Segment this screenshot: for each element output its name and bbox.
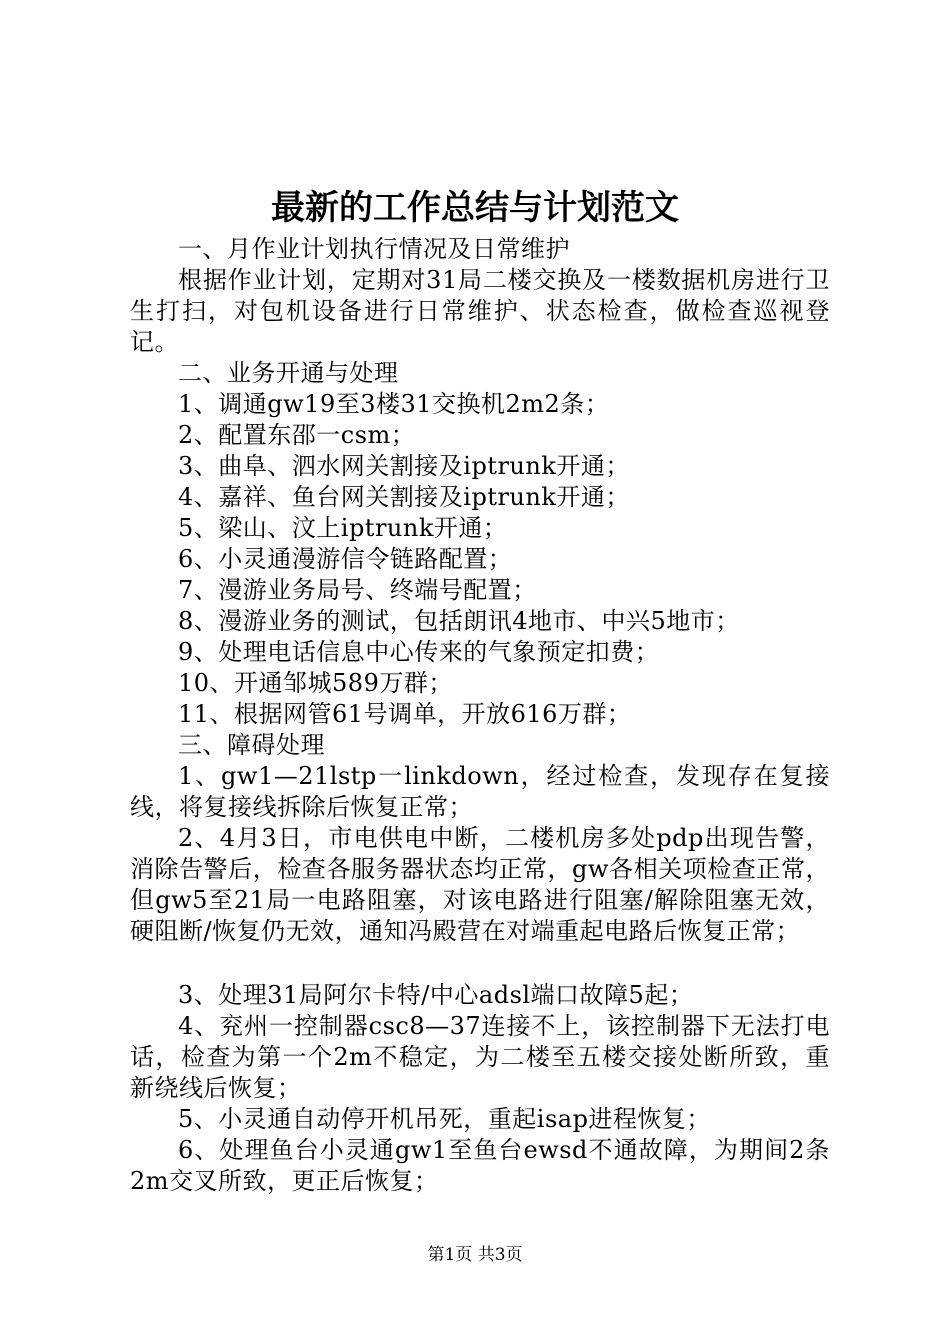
list-item: 6、小灵通漫游信令链路配置； <box>178 545 513 573</box>
list-item: 5、小灵通自动停开机吊死，重起isap进程恢复； <box>178 1105 711 1133</box>
section-heading: 一、月作业计划执行情况及日常维护 <box>178 235 570 263</box>
list-item: 10、开通邹城589万群； <box>178 669 453 697</box>
document-body <box>130 234 830 1197</box>
section-heading: 二、业务开通与处理 <box>178 359 399 387</box>
section-heading: 三、障碍处理 <box>178 731 325 759</box>
list-item: 1、gw1—21lstp一linkdown，经过检查，发现存在复接线，将复接线拆除后恢复正常； <box>130 762 830 821</box>
list-item: 6、处理鱼台小灵通gw1至鱼台ewsd不通故障，为期间2条2m交叉所致，更正后恢复； <box>130 1136 830 1195</box>
list-item: 4、兖州一控制器csc8—37连接不上，该控制器下无法打电话，检查为第一个2m不稳定，为二楼至五楼交接处断所致，重新绕线后恢复； <box>130 1012 830 1102</box>
list-item: 8、漫游业务的测试，包括朗讯4地市、中兴5地市； <box>178 607 740 635</box>
list-item: 5、梁山、汶上iptrunk开通； <box>178 514 508 542</box>
list-item: 2、4月3日，市电供电中断，二楼机房多处pdp出现告警，消除告警后，检查各服务器状态均正常，gw各相关项检查正常，但gw5至21局一电路阻塞，对该电路进行阻塞/解除阻塞无效，硬阻断/恢复仍无效，通知冯殿营在对端重起电路后恢复正常； <box>130 824 830 945</box>
document-title: 最新的工作总结与计划范文 <box>271 188 679 228</box>
list-item: 2、配置东邵一csm； <box>178 421 416 449</box>
list-item: 1、调通gw19至3楼31交换机2m2条； <box>178 390 610 418</box>
list-item: 3、曲阜、泗水网关割接及iptrunk开通； <box>178 452 630 480</box>
blank-line <box>130 947 830 980</box>
paragraph: 根据作业计划，定期对31局二楼交换及一楼数据机房进行卫生打扫，对包机设备进行日常维护、状态检查，做检查巡视登记。 <box>130 266 830 356</box>
list-item: 11、根据网管61号调单，开放616万群； <box>178 700 632 728</box>
list-item: 3、处理31局阿尔卡特/中心adsl端口故障5起； <box>178 981 694 1009</box>
page-footer: 第1页 共3页 <box>427 1245 523 1265</box>
list-item: 4、嘉祥、鱼台网关割接及iptrunk开通； <box>178 483 630 511</box>
list-item: 9、处理电话信息中心传来的气象预定扣费； <box>178 638 660 666</box>
list-item: 7、漫游业务局号、终端号配置； <box>178 576 537 604</box>
